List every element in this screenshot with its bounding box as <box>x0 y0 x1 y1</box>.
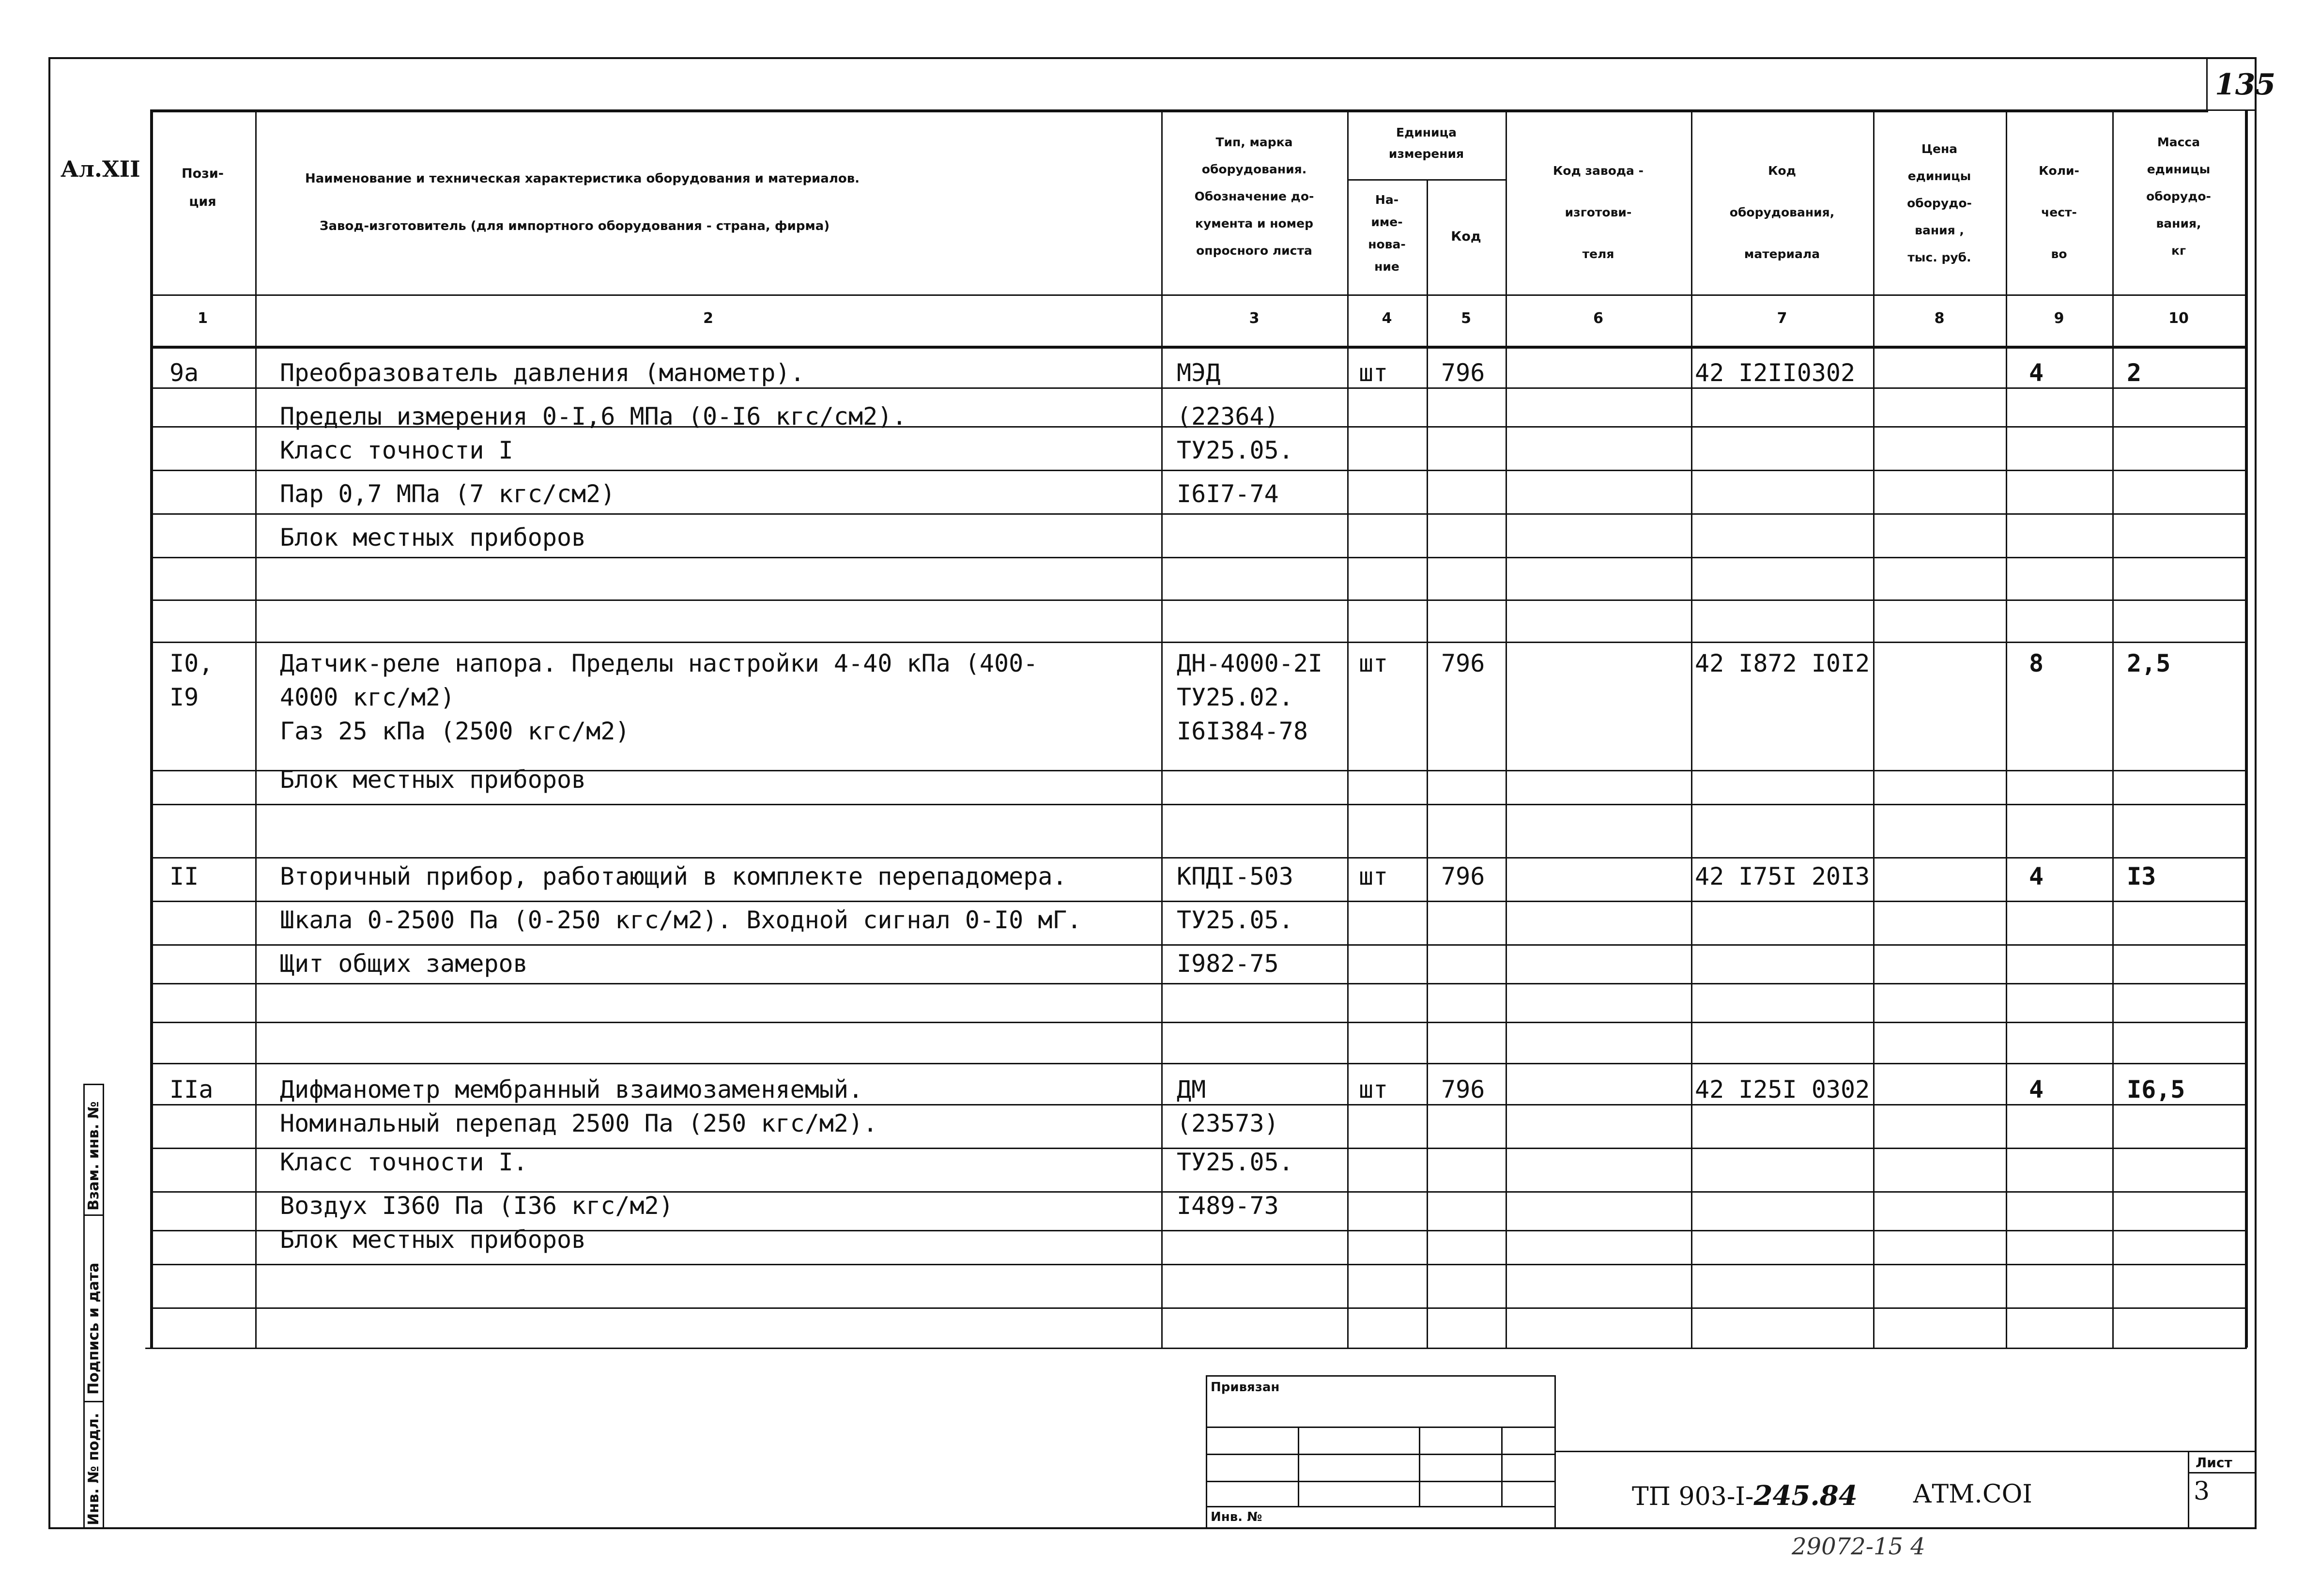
stamp-inv-no: Инв. № <box>1211 1510 1262 1524</box>
row-0-mat: 42 I2II0302 <box>1695 359 1856 387</box>
col-divider-1 <box>255 109 257 1348</box>
header-type: Тип, марка оборудования. Обозначение до- кумента и номер опросного листа <box>1194 135 1314 258</box>
col-divider-5 <box>1506 109 1507 1348</box>
row-9-qty: 4 <box>2029 862 2044 890</box>
row-12-mat: 42 I25I 0302 <box>1695 1075 1870 1104</box>
row-separator <box>150 901 2247 902</box>
col-divider-3 <box>1347 109 1349 1348</box>
row-separator <box>150 1063 2247 1064</box>
col-numbers-bottom-line <box>150 346 2247 349</box>
col-divider-6 <box>1691 109 1692 1348</box>
header-price: Цена единицы оборудо- вания , тыс. руб. <box>1907 142 1972 264</box>
header-quantity: Коли- чест- во <box>2039 164 2079 261</box>
stamp-privyazan: Привязан <box>1211 1380 1280 1395</box>
side-strip-mid <box>103 1084 104 1529</box>
side-strip-left <box>83 1084 85 1529</box>
row-12-qty: 4 <box>2029 1075 2044 1104</box>
header-material-code: Код оборудования, материала <box>1729 164 1835 261</box>
col-number-7: 7 <box>1777 310 1787 327</box>
side-label-original-inv: Инв. № подл. <box>85 1412 102 1525</box>
header-bottom-line <box>150 294 2247 296</box>
row-9-mass: I3 <box>2127 862 2156 890</box>
col-number-4: 4 <box>1382 310 1392 327</box>
sheet-box-left <box>2188 1451 2189 1529</box>
row-7-type: I6I384-78 <box>1177 717 1308 745</box>
stamp-top <box>1206 1375 1554 1377</box>
row-13-name: Номинальный перепад 2500 Па (250 кгс/м2). <box>280 1109 878 1137</box>
row-12-type: ДМ <box>1177 1075 1206 1104</box>
unit-subheader-line <box>1347 179 1506 181</box>
side-label-signature-date: Подпись и дата <box>85 1262 102 1395</box>
col-number-6: 6 <box>1593 310 1603 327</box>
stamp-col-1 <box>1298 1427 1299 1506</box>
header-name: Наименование и техническая характеристика оборудования и материалов. Завод-изготовитель (для импортного оборудования - страна, фирма) <box>305 171 860 233</box>
sheet-box-divider <box>2188 1472 2257 1473</box>
row-0-type: МЭД <box>1177 359 1221 387</box>
row-1-name: Пределы измерения 0-I,6 МПа (0-I6 кгс/см2). <box>280 402 907 430</box>
doc-code <box>1632 1480 1858 1512</box>
col-number-9: 9 <box>2054 310 2064 327</box>
page-number-hand: 135 <box>2215 68 2276 102</box>
row-0-unit: шт <box>1359 359 1388 387</box>
doc-code-hand: 245.84 <box>1753 1480 1858 1512</box>
row-separator <box>150 557 2247 558</box>
row-separator <box>150 513 2247 515</box>
col-divider-2 <box>1161 109 1163 1348</box>
row-separator <box>150 387 2247 389</box>
row-15-name: Воздух I360 Па (I36 кгс/м2) <box>280 1192 674 1220</box>
section-code: АТМ.COI <box>1913 1480 2032 1509</box>
row-5-mat: 42 I872 I0I2 <box>1695 649 1870 677</box>
row-14-type: ТУ25.05. <box>1177 1148 1293 1176</box>
row-6-type: ТУ25.02. <box>1177 683 1293 711</box>
row-11-type: I982-75 <box>1177 950 1279 978</box>
sheet-label: Лист <box>2196 1455 2232 1471</box>
row-12-mass: I6,5 <box>2127 1075 2185 1104</box>
col-number-2: 2 <box>703 310 713 327</box>
title-block-top <box>1554 1451 2257 1452</box>
side-strip-div-2 <box>83 1401 103 1402</box>
row-10-name: Шкала 0-2500 Па (0-250 кгс/м2). Входной сигнал 0-I0 мГ. <box>280 906 1082 934</box>
col-divider-8 <box>2006 109 2007 1348</box>
table-top-border <box>150 109 2208 112</box>
row-3-type: I6I7-74 <box>1177 480 1279 508</box>
header-manufacturer-code: Код завода - изготови- теля <box>1552 164 1644 261</box>
row-12-code: 796 <box>1441 1075 1485 1104</box>
row-13-type: (23573) <box>1177 1109 1279 1137</box>
col-number-10: 10 <box>2168 310 2189 327</box>
row-separator <box>150 804 2247 805</box>
table-bottom-line <box>145 1348 2247 1349</box>
col-divider-7 <box>1873 109 1875 1348</box>
row-12-pos: IIа <box>169 1075 214 1104</box>
row-5-unit: шт <box>1359 649 1388 677</box>
row-separator <box>150 470 2247 471</box>
col-divider-9 <box>2112 109 2114 1348</box>
row-14-name: Класс точности I. <box>280 1148 528 1176</box>
row-0-name: Преобразователь давления (манометр). <box>280 359 805 387</box>
header-mass: Масса единицы оборудо- вания, кг <box>2146 135 2211 258</box>
side-strip-top <box>83 1084 103 1085</box>
row-separator <box>150 599 2247 601</box>
col-divider-4 <box>1427 179 1428 1348</box>
row-5-pos: I0, <box>169 649 214 677</box>
stamp-row-4 <box>1206 1506 1554 1507</box>
side-label-replace-inv: Взам. инв. № <box>85 1101 102 1211</box>
row-separator <box>150 1022 2247 1023</box>
row-4-name: Блок местных приборов <box>280 523 586 552</box>
row-5-mass: 2,5 <box>2127 649 2171 677</box>
col-number-1: 1 <box>198 310 208 327</box>
row-separator <box>150 983 2247 984</box>
row-5-code: 796 <box>1441 649 1485 677</box>
col-number-3: 3 <box>1249 310 1260 327</box>
row-0-mass: 2 <box>2127 359 2142 387</box>
bottom-note: 29072-15 4 <box>1792 1533 1925 1560</box>
row-6-name: 4000 кгс/м2) <box>280 683 455 711</box>
row-5-qty: 8 <box>2029 649 2044 677</box>
row-9-mat: 42 I75I 20I3 <box>1695 862 1870 890</box>
album-label: Ал.XII <box>61 156 140 182</box>
row-2-name: Класс точности I <box>280 436 513 464</box>
row-9-code: 796 <box>1441 862 1485 890</box>
row-0-qty: 4 <box>2029 359 2044 387</box>
sheet-number: 3 <box>2194 1477 2210 1506</box>
row-9-type: КПДI-503 <box>1177 862 1293 890</box>
col-number-8: 8 <box>1934 310 1945 327</box>
row-separator <box>150 944 2247 946</box>
page-number-box-left <box>2206 57 2208 110</box>
row-2-type: ТУ25.05. <box>1177 436 1293 464</box>
stamp-col-2 <box>1419 1427 1420 1506</box>
row-10-type: ТУ25.05. <box>1177 906 1293 934</box>
row-9-unit: шт <box>1359 862 1388 890</box>
stamp-right <box>1554 1375 1556 1529</box>
row-separator <box>150 642 2247 643</box>
row-7-name: Газ 25 кПа (2500 кгс/м2) <box>280 717 630 745</box>
row-9-name: Вторичный прибор, работающий в комплекте перепадомера. <box>280 862 1067 890</box>
row-8-name: Блок местных приборов <box>280 766 586 794</box>
doc-code-prefix: ТП 903-I- <box>1632 1482 1754 1511</box>
row-3-name: Пар 0,7 МПа (7 кгс/см2) <box>280 480 615 508</box>
row-6-pos: I9 <box>169 683 199 711</box>
row-15-type: I489-73 <box>1177 1192 1279 1220</box>
header-unit-code: Код <box>1451 229 1481 244</box>
row-12-unit: шт <box>1359 1075 1388 1104</box>
row-9-pos: II <box>169 862 199 890</box>
row-separator <box>150 857 2247 859</box>
col-number-5: 5 <box>1461 310 1471 327</box>
row-1-type: (22364) <box>1177 402 1279 430</box>
row-separator <box>150 1307 2247 1309</box>
row-5-type: ДН-4000-2I <box>1177 649 1323 677</box>
row-separator <box>150 1104 2247 1105</box>
stamp-col-3 <box>1501 1427 1503 1506</box>
header-position: Пози- ция <box>182 166 224 209</box>
row-12-name: Дифманометр мембранный взаимозаменяемый. <box>280 1075 863 1104</box>
row-5-name: Датчик-реле напора. Пределы настройки 4-40 кПа (400- <box>280 649 1038 677</box>
header-unit-group: Единица измерения <box>1388 125 1464 161</box>
row-11-name: Щит общих замеров <box>280 950 528 978</box>
row-0-pos: 9а <box>169 359 199 387</box>
row-0-code: 796 <box>1441 359 1485 387</box>
header-unit-name: На- име- нова- ние <box>1368 193 1406 274</box>
row-separator <box>150 1264 2247 1265</box>
row-16-name: Блок местных приборов <box>280 1226 586 1254</box>
side-strip-div-1 <box>83 1214 103 1216</box>
